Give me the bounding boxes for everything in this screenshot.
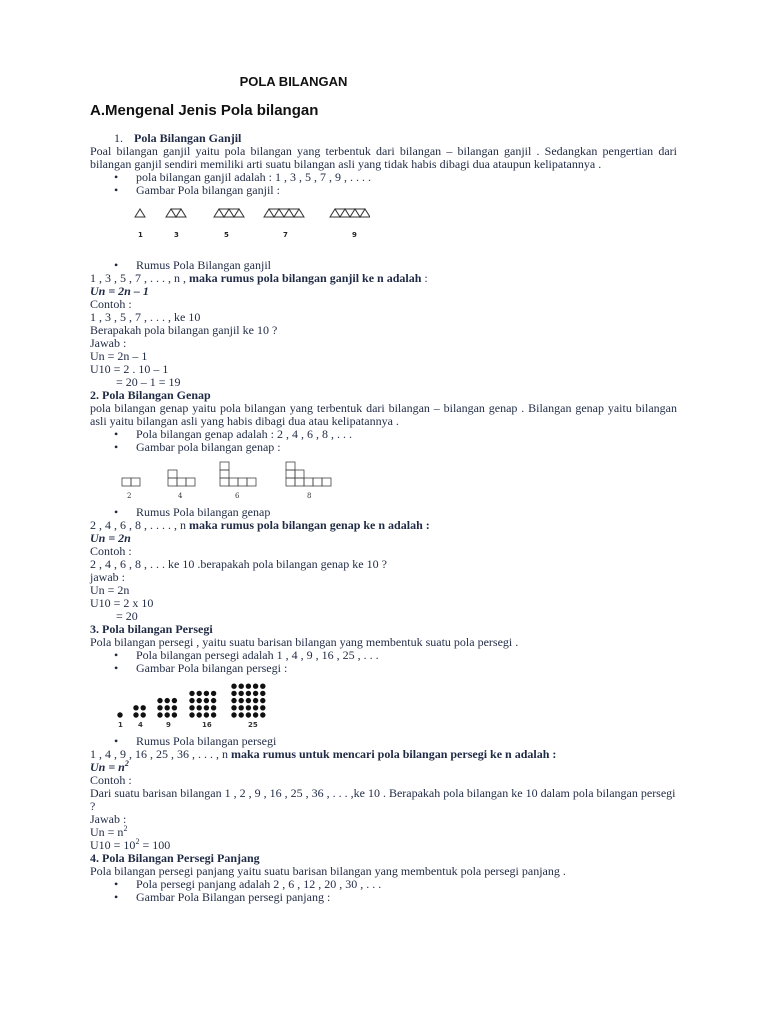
s4-bullet-sequence: • Pola persegi panjang adalah 2 , 6 , 12 , 20 , 30 , . . . — [90, 878, 677, 891]
s2-answer-1: Un = 2n — [90, 583, 130, 597]
square-dot — [231, 705, 236, 710]
square-dot — [246, 712, 251, 717]
square-dot — [197, 698, 202, 703]
document-body — [90, 132, 677, 904]
square-pattern-figure — [110, 677, 677, 733]
square-dot — [239, 684, 244, 689]
square-dot — [253, 698, 258, 703]
square-dot — [260, 712, 265, 717]
s2-heading: 2. Pola Bilangan Genap — [90, 388, 211, 402]
square-dot — [239, 705, 244, 710]
s2-rule: 2 , 4 , 6 , 8 , . . . . , n maka rumus pola bilangan genap ke n adalah : — [90, 518, 430, 532]
square-dot — [246, 684, 251, 689]
square-dot — [189, 691, 194, 696]
square-dot — [172, 698, 177, 703]
square-dot — [133, 705, 138, 710]
square-dot — [253, 712, 258, 717]
s3-contoh: Contoh : — [90, 773, 132, 787]
s3-answer-1: $Un = n^2$ — [90, 824, 128, 839]
square-dot — [211, 698, 216, 703]
square-dot — [260, 684, 265, 689]
square-dot — [211, 712, 216, 717]
s1-description: Poal bilangan ganjil yaitu pola bilangan yang terbentuk dari bilangan – bilangan ganjil . Sedangkan pengertian dari bilangan ganjil sendiri memiliki arti suatu bilangan asli yang tidak habis dibagi dua ataupun kelipatannya . — [90, 144, 677, 171]
s3-bullet-sequence: • Pola bilangan persegi adalah 1 , 4 , 9 , 16 , 25 , . . . — [90, 649, 677, 662]
s2-bullet-sequence: • Pola bilangan genap adalah : 2 , 4 , 6 , 8 , . . . — [90, 428, 677, 441]
square-dot — [253, 684, 258, 689]
square-dot — [197, 705, 202, 710]
square-label-4: 4 — [138, 721, 143, 729]
square-dot — [260, 698, 265, 703]
s1-contoh: Contoh : — [90, 297, 132, 311]
square-dot — [239, 712, 244, 717]
s4-description: Pola bilangan persegi panjang yaitu suatu barisan bilangan yang membentuk pola persegi panjang . — [90, 864, 566, 878]
even-label-8: 8 — [307, 492, 312, 500]
s1-answer-3: = 20 – 1 = 19 — [116, 375, 181, 389]
s1-example-seq: 1 , 3 , 5 , 7 , . . . , ke 10 — [90, 310, 201, 324]
square-dot — [231, 712, 236, 717]
odd-label-5: 5 — [224, 231, 229, 239]
square-dot — [141, 705, 146, 710]
odd-label-1: 1 — [138, 231, 143, 239]
odd-pattern-figure — [110, 199, 677, 257]
square-dot — [253, 705, 258, 710]
odd-label-3: 3 — [174, 231, 179, 239]
square-dot — [204, 705, 209, 710]
square-dot — [157, 705, 162, 710]
s1-example-question: Berapakah pola bilangan ganjil ke 10 ? — [90, 323, 278, 337]
square-label-16: 16 — [202, 721, 212, 729]
s3-rule: 1 , 4 , 9 , 16 , 25 , 36 , . . . , n maka rumus untuk mencari pola bilangan persegi ke n adalah : — [90, 747, 557, 761]
square-dot — [260, 705, 265, 710]
square-dot — [204, 712, 209, 717]
square-dot — [157, 698, 162, 703]
even-pattern-svg — [110, 456, 370, 504]
square-dot — [172, 712, 177, 717]
s2-bullet-figure: • Gambar pola bilangan genap : — [90, 441, 677, 454]
s1-heading: 1. Pola Bilangan Ganjil — [114, 131, 242, 145]
s2-answer-2: U10 = 2 x 10 — [90, 596, 154, 610]
square-dot — [165, 712, 170, 717]
square-dot — [141, 712, 146, 717]
s1-list — [90, 171, 677, 197]
s1-answer-1: Un = 2n – 1 — [90, 349, 148, 363]
even-label-4: 4 — [178, 492, 183, 500]
square-label-1: 1 — [118, 721, 123, 729]
s2-description: pola bilangan genap yaitu pola bilangan yang terbentuk dari bilangan – bilangan genap . Bilangan genap yaitu bilangan asli yaitu bilangan asli yang habis dibagi dua atau kelipatannya . — [90, 401, 677, 428]
square-label-9: 9 — [166, 721, 171, 729]
square-dot — [211, 691, 216, 696]
square-dot — [204, 691, 209, 696]
odd-label-7: 7 — [283, 231, 288, 239]
square-dot — [204, 698, 209, 703]
s1-answer-2: U10 = 2 . 10 – 1 — [90, 362, 169, 376]
s3-formula: $Un = n^2$ — [90, 759, 129, 774]
even-pattern-figure — [110, 456, 677, 504]
square-dot — [231, 684, 236, 689]
square-label-25: 25 — [248, 721, 258, 729]
s3-jawab: Jawab : — [90, 812, 127, 826]
s3-answer-2: $U10 = 10^2 = 100$ — [90, 837, 171, 852]
s3-example-question: Dari suatu barisan bilangan 1 , 2 , 9 , 16 , 25 , 36 , . . . ,ke 10 . Berapakah pola bilangan ke 10 dalam pola bilangan persegi ? — [90, 786, 676, 813]
s1-bullet-sequence: • pola bilangan ganjil adalah : 1 , 3 , 5 , 7 , 9 , . . . . — [90, 171, 677, 184]
s2-formula: Un = 2n — [90, 531, 131, 545]
s2-bullet-rule: • Rumus Pola bilangan genap — [90, 506, 677, 519]
s1-jawab: Jawab : — [90, 336, 127, 350]
square-dot — [239, 698, 244, 703]
s1-formula: Un = 2n – 1 — [90, 284, 149, 298]
square-dot — [172, 705, 177, 710]
even-label-6: 6 — [235, 492, 240, 500]
s2-contoh: Contoh : — [90, 544, 132, 558]
square-dot — [189, 705, 194, 710]
square-dot — [246, 698, 251, 703]
section-heading: A.Mengenal Jenis Pola bilangan — [90, 102, 319, 119]
s3-bullet-figure: • Gambar Pola bilangan persegi : — [90, 662, 677, 675]
square-dot — [246, 691, 251, 696]
s2-jawab: jawab : — [90, 570, 125, 584]
square-dot — [189, 712, 194, 717]
square-dot — [197, 712, 202, 717]
square-dot — [189, 698, 194, 703]
s2-example-question: 2 , 4 , 6 , 8 , . . . ke 10 .berapakah pola bilangan genap ke 10 ? — [90, 557, 387, 571]
square-pattern-svg — [110, 677, 370, 733]
s1-bullet-figure: • Gambar Pola bilangan ganjil : — [90, 184, 677, 197]
square-dot — [165, 705, 170, 710]
s3-heading: 3. Pola bilangan Persegi — [90, 622, 213, 636]
s1-rule: 1 , 3 , 5 , 7 , . . . , n , maka rumus pola bilangan ganjil ke n adalah : — [90, 271, 428, 285]
s4-bullet-figure: • Gambar Pola Bilangan persegi panjang : — [90, 891, 677, 904]
square-dot — [117, 712, 122, 717]
square-dot — [197, 691, 202, 696]
s4-heading: 4. Pola Bilangan Persegi Panjang — [90, 851, 260, 865]
s3-bullet-rule: • Rumus Pola bilangan persegi — [90, 735, 677, 748]
s3-description: Pola bilangan persegi , yaitu suatu barisan bilangan yang membentuk suatu pola persegi . — [90, 635, 519, 649]
square-dot — [231, 698, 236, 703]
square-dot — [260, 691, 265, 696]
even-label-2: 2 — [127, 492, 132, 500]
s1-bullet-rule: • Rumus Pola Bilangan ganjil — [90, 259, 677, 272]
s2-answer-3: = 20 — [116, 609, 138, 623]
square-dot — [231, 691, 236, 696]
odd-label-9: 9 — [352, 231, 357, 239]
square-dot — [253, 691, 258, 696]
square-dot — [239, 691, 244, 696]
odd-pattern-svg — [110, 199, 370, 257]
square-dot — [157, 712, 162, 717]
square-dot — [211, 705, 216, 710]
page-title: POLA BILANGAN — [239, 74, 348, 89]
square-dot — [246, 705, 251, 710]
square-dot — [133, 712, 138, 717]
square-dot — [165, 698, 170, 703]
